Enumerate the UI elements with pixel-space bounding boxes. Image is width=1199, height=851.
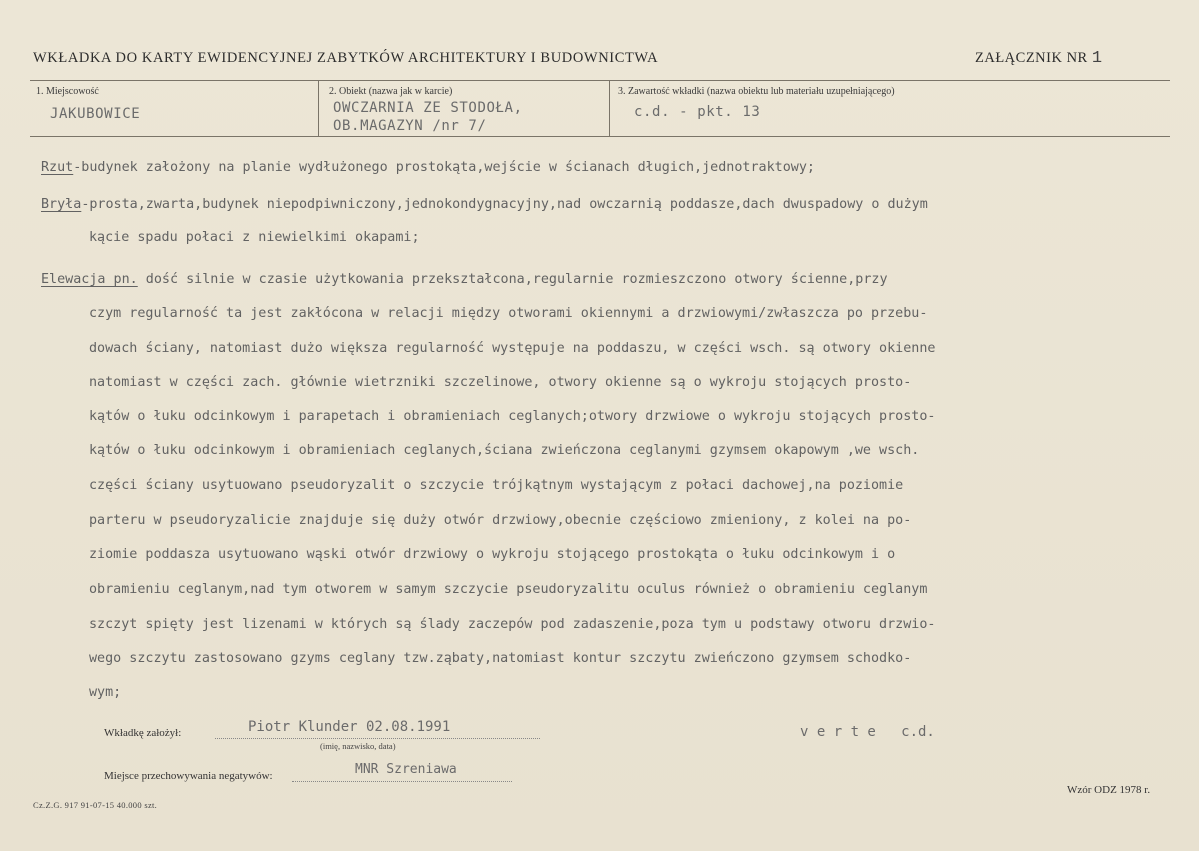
rzut-text: -budynek założony na planie wydłużonego prostokąta,wejście w ścianach długich,jednotraktowy; [73,160,815,175]
negatives-dotted-line [292,781,512,782]
elewacja-line-8: ziomie poddasza usytuowano wąski otwór drzwiowy o wykroju stojącego prostokąta o łuku odcinkowym i o [89,547,896,562]
bryla-text: -prosta,zwarta,budynek niepodpiwniczony,jednokondygnacyjny,nad owczarnią poddasze,dach dwuspadowy o dużym [81,197,928,212]
created-by-note: (imię, nazwisko, data) [320,741,396,751]
elewacja-line-6: części ściany usytuowano pseudoryzalit o szczycie trójkątnym wystającym z połaci dachowej,na poziomie [89,478,904,493]
elewacja-heading: Elewacja pn. [41,272,138,287]
created-by-label: Wkładkę założył: [104,727,182,739]
elewacja-line-7: parteru w pseudoryzalicie znajduje się duży otwór drzwiowy,obecnie częściowo zmieniony, z kolei na po- [89,513,912,528]
elewacja-line-3: natomiast w części zach. głównie wietrzniki szczelinowe, otwory okienne są o wykroju stojących prosto- [89,375,912,390]
elewacja-line-4: kątów o łuku odcinkowym i parapetach i obramieniach ceglanych;otwory drzwiowe o wykroju stojących prosto- [89,409,936,424]
verte-note: v e r t e c.d. [800,724,935,740]
contents-value: c.d. - pkt. 13 [634,104,761,120]
bryla-line [41,197,928,212]
locality-label: 1. Miejscowość [36,86,99,97]
annex-label-text: ZAŁĄCZNIK NR [975,50,1088,66]
printer-info: Cz.Z.G. 917 91-07-15 40.000 szt. [33,800,158,810]
annex-label [975,49,1103,68]
elewacja-line-2: dowach ściany, natomiast dużo większa regularność występuje na poddaszu, w części wsch. są otwory okienne [89,341,936,356]
elewacja-line-11: wego szczytu zastosowano gzyms ceglany tzw.ząbaty,natomiast kontur szczytu zwieńczono gzymsem schodko- [89,651,912,666]
locality-value: JAKUBOWICE [50,106,141,122]
elewacja-line-9: obramieniu ceglanym,nad tym otworem w samym szczycie pseudoryzalitu oculus również o obramieniu ceglanym [89,582,928,597]
rzut-heading: Rzut [41,160,74,175]
object-value-line2: OB.MAGAZYN /nr 7/ [333,118,487,134]
field-divider-1 [318,80,319,136]
header-rule-top [30,80,1170,81]
object-value-line1: OWCZARNIA ZE STODOŁA, [333,100,523,116]
form-title: WKŁADKA DO KARTY EWIDENCYJNEJ ZABYTKÓW ARCHITEKTURY I BUDOWNICTWA [33,50,659,66]
annex-number: 1 [1091,49,1103,68]
elewacja-line-12: wym; [89,685,122,700]
form-template-note: Wzór ODZ 1978 r. [1067,784,1151,796]
field-divider-2 [609,80,610,136]
object-label: 2. Obiekt (nazwa jak w karcie) [329,86,453,97]
header-rule-bottom [30,136,1170,137]
created-by-dotted-line [215,738,540,739]
rzut-line [41,160,815,175]
elewacja-line-10: szczyt spięty jest lizenami w których są ślady zaczepów pod zadaszenie,poza tym u podstawy otworu drzwio- [89,617,936,632]
created-by-value: Piotr Klunder 02.08.1991 [248,719,451,735]
negatives-value: MNR Szreniawa [355,762,457,777]
elewacja-line-1: czym regularność ta jest zakłócona w relacji między otworami okiennymi a drzwiowymi/zwłaszcza po przebu- [89,306,928,321]
elewacja-text: dość silnie w czasie użytkowania przekształcona,regularnie rozmieszczono otwory ścienne,przy [137,272,888,287]
negatives-label: Miejsce przechowywania negatywów: [104,770,273,782]
contents-label: 3. Zawartość wkładki (nazwa obiektu lub materiału uzupełniającego) [618,86,895,97]
elewacja-line-5: kątów o łuku odcinkowym i obramieniach ceglanych,ściana zwieńczona ceglanymi gzymsem okapowym ,we wsch. [89,443,920,458]
elewacja-line [41,272,888,287]
bryla-heading: Bryła [41,197,82,212]
bryla-line-2: kącie spadu połaci z niewielkimi okapami; [89,230,420,245]
